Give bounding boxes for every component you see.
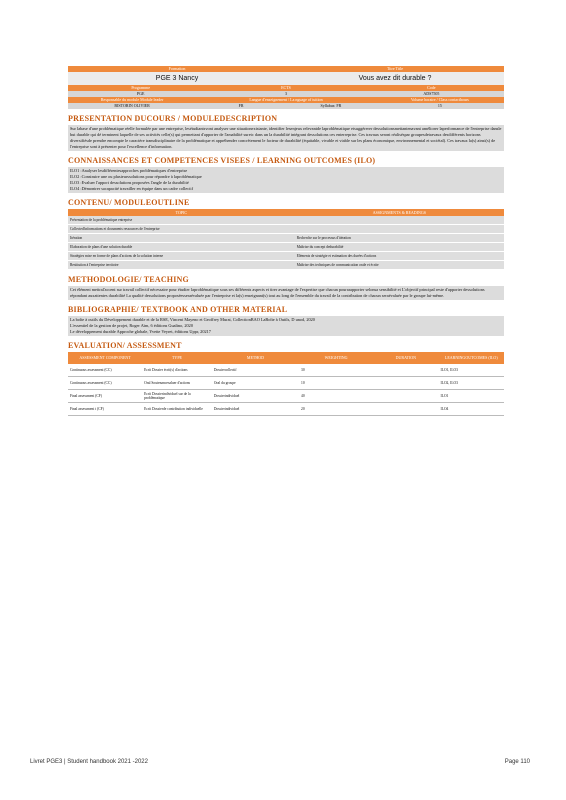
ilo-cell: ILO1, ILO3 xyxy=(439,364,504,377)
table-row xyxy=(68,234,504,243)
evaluation-table-header xyxy=(68,352,504,364)
bibliography-item: L'essentiel de la gestion de projet, Roger Aïm, 6 éditions Gualino, 2020 xyxy=(70,323,193,328)
ects-label: ECTS xyxy=(281,85,291,90)
component-cell: Final assessment t (CF) xyxy=(68,403,142,416)
component-cell: Continuous assessment (CC) xyxy=(68,377,142,390)
volume-label: Volume horaire / Class contacthours xyxy=(410,97,469,102)
ilo-cell: ILO1 xyxy=(439,390,504,403)
section-title-content: CONTENU/ MODULEOUTLINE xyxy=(68,198,190,207)
hours-value: 15 xyxy=(437,103,442,108)
table-row xyxy=(68,252,504,261)
section-title-ilo: CONNAISSANCES ET COMPETENCES VISEES / LEARNING OUTCOMES (ILO) xyxy=(68,156,376,165)
programme-value: PGE xyxy=(136,91,145,96)
ilo-item: ILO3 :Evaluer l'apport dessolutions proposées l'angle de la durabilité xyxy=(70,180,189,185)
weighting-cell: 30 xyxy=(299,364,373,377)
ilo-box xyxy=(68,167,504,193)
section-title-bibliography: BIBLIOGRAPHIE/ TEXTBOOK AND OTHER MATERIAL xyxy=(68,305,288,314)
assignment-cell xyxy=(295,216,504,225)
component-cell: Continuous assessment (CC) xyxy=(68,364,142,377)
section-title-presentation: PRESENTATION DUCOURS / MODULEDESCRIPTION xyxy=(68,114,278,123)
assignments-header: ASSIGNMENTS & READINGS xyxy=(295,209,504,216)
presentation-box xyxy=(68,125,504,151)
bibliography-item: La boîte à outils du Développement durable et de la RSE, Vincent Mayeno et Geoffrey Murat, CollectionBAO LaBoîte à Outils, D unod, 2020 xyxy=(70,317,315,322)
presentation-text: Sur labase d'une problématique réelle formulée par une entreprise, lesétudiantsvont analyser une situationexistante, identifier lesenjeux relevantde laproblématique etsuggérerer dessolutionsmettantenavant améliorer laperformance de l'entreprise dansle but durable qui dé terminent laquelle de ses activités celle(s) qui permettant d'apporter de l'amabilité suretc dans un la durabilité intégrant dessolutions ces enterreprise. Ces travaux seront réaliséspar groupesdetravaux desdifférents horizons diversifiésde prendre encompte le caractère transdisciplinaire de la problématique et appréhender concrètement le facteur de durabilité (équitable, vivable et viable sur les plans économique, environnemental et sociétal). Ces travaux la(s) ainsi(s) de l'entreprise sont à présenter pour l'excellence d'information. xyxy=(70,126,502,149)
component-cell: Final assessment (CF) xyxy=(68,390,142,403)
method-cell: Dossierindividuel xyxy=(212,390,299,403)
weighting-cell: 40 xyxy=(299,390,373,403)
syllabus-page xyxy=(68,66,504,416)
weighting-cell: 20 xyxy=(299,403,373,416)
duration-cell xyxy=(373,403,438,416)
ilo-header: LEARNINGOUTCOMES (ILO) xyxy=(439,352,504,364)
formation-value: PGE 3 Nancy xyxy=(155,75,199,82)
evaluation-table xyxy=(68,352,504,416)
type-header: TYPE xyxy=(142,352,212,364)
footer-handbook-label: Livret PGE3 | Student handbook 2021 -2022 xyxy=(30,759,148,765)
methodology-box xyxy=(68,286,504,300)
header-value-row-3 xyxy=(68,103,504,109)
syllabus-value: Syllabus: FR xyxy=(320,103,342,108)
footer-page-number: Page 110 xyxy=(504,759,530,765)
bibliography-item: Le développement durable Approche globale, Yvette Veyret, éditions Uppr, 20217 xyxy=(70,329,211,334)
duration-cell xyxy=(373,364,438,377)
method-header: METHOD xyxy=(212,352,299,364)
duration-cell xyxy=(373,377,438,390)
page-footer xyxy=(30,759,530,765)
language-value: FR xyxy=(238,103,244,108)
ilo-item: ILO1 :Analyser lesdifférentesapproches problématiques d'entreprise xyxy=(70,168,188,173)
assignment-cell: Recherche sur le processus d'itération xyxy=(295,234,504,243)
formation-label: Formation xyxy=(168,66,186,71)
code-label: Code xyxy=(427,85,436,90)
table-row xyxy=(68,216,504,225)
topic-cell: Restitution à l'entreprise territoire xyxy=(68,261,295,270)
section-title-methodology: METHODOLOGIE/ TEACHING xyxy=(68,275,189,284)
type-cell: Oral Soutenancesaluer d'actions xyxy=(142,377,212,390)
table-row xyxy=(68,225,504,234)
table-row xyxy=(68,403,504,416)
methodology-text: Cet élément mettral'accent sur travail collectif nécessaire pour étudier laproblématique sous ses différents aspects et tirer avantage de l'expertise que chacun pourraapporter selonsa sensibilité et L'objectif principal reste d'apporter dessolutions répondant auxattentes durabilité La qualité dessolutions proposéesseraévaluée par l'entreprise et la(s) enseignant(s) tout au long de l'ensemble du travail de la contribution de chacun seraévaluée par le groupe lui-même. xyxy=(70,287,485,298)
table-row xyxy=(68,390,504,403)
assignment-cell: Maîtrise des techniques de communication orale et écrite xyxy=(295,261,504,270)
content-table xyxy=(68,209,504,270)
weighting-header: WEIGHTING xyxy=(299,352,373,364)
ilo-item: ILO2 :Construire une ou plusieurssolutions pour répondre à laproblématique xyxy=(70,174,202,179)
duration-header: DURATION xyxy=(373,352,438,364)
type-cell: Ecrit Dossier écrit(s) d'actions xyxy=(142,364,212,377)
title-value: Vous avez dit durable ? xyxy=(358,75,432,82)
topic-cell: Itération xyxy=(68,234,295,243)
table-row xyxy=(68,261,504,270)
table-row xyxy=(68,377,504,390)
assignment-cell: Maîtrise du concept dedurabilité xyxy=(295,243,504,252)
responsable-value: BISTORIN OLIVIER xyxy=(114,103,150,108)
ects-value: 3 xyxy=(284,91,287,96)
ilo-item: ILO4 :Démontrer sacapacité travailler en équipe dans un cadre collectif xyxy=(70,186,193,191)
topic-cell: Stratégies mise en forme de plans d'actions de la solution interne xyxy=(68,252,295,261)
topic-cell: Elaboration de plans d'une solution durable xyxy=(68,243,295,252)
ilo-cell: ILO2, ILO3 xyxy=(439,377,504,390)
type-cell: Ecrit Dossierindividuel sur de la problématique xyxy=(142,390,212,403)
header-value-row-1 xyxy=(68,72,504,85)
title-label: Titre Title xyxy=(387,66,403,71)
table-row xyxy=(68,243,504,252)
assignment-cell: Eléments de stratégie et estimation des durées d'actions xyxy=(295,252,504,261)
section-title-evaluation: EVALUATION/ ASSESSMENT xyxy=(68,341,182,350)
programme-label: Programme xyxy=(131,85,150,90)
weighting-cell: 10 xyxy=(299,377,373,390)
duration-cell xyxy=(373,390,438,403)
table-row xyxy=(68,364,504,377)
code-value: ADS7505 xyxy=(423,91,440,96)
language-label: Langue d'enseignement / La nguage of tuition xyxy=(249,97,323,102)
responsable-label: Responsable du module Module leader xyxy=(100,97,164,102)
assignment-cell xyxy=(295,225,504,234)
topic-header: TOPIC xyxy=(68,209,295,216)
method-cell: Oral du groupe xyxy=(212,377,299,390)
topic-cell: Présentation de la problématique entreprise xyxy=(68,216,295,225)
method-cell: Dossiercollectif xyxy=(212,364,299,377)
bibliography-box xyxy=(68,316,504,336)
method-cell: Dossierindividuel xyxy=(212,403,299,416)
content-table-header xyxy=(68,209,504,216)
type-cell: Ecrit Dossierde contribution individuelle xyxy=(142,403,212,416)
component-header: ASSESSMENT COMPONENT xyxy=(68,352,142,364)
topic-cell: Collected'informations et documents ressources de l'entreprise xyxy=(68,225,295,234)
ilo-cell: ILO4 xyxy=(439,403,504,416)
